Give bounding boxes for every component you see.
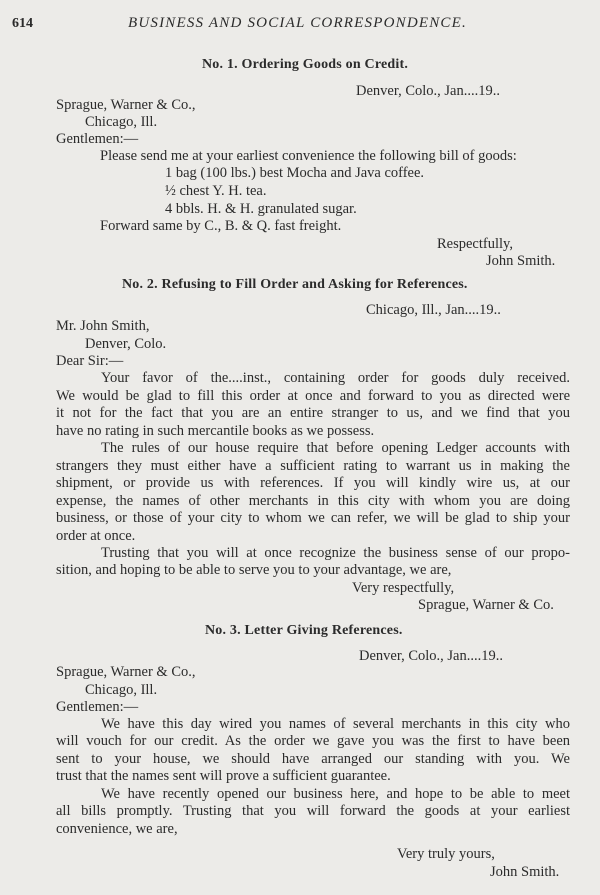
dateline: Chicago, Ill., Jan....19.. [366, 302, 501, 318]
salutation: Gentlemen:— [56, 699, 139, 715]
body-line: We would be glad to fill this order at once and forward to you as directed were [56, 388, 570, 404]
body-line: We have this day wired you names of several merchants in this city who [101, 716, 570, 732]
addressee-line: Chicago, Ill. [85, 682, 158, 698]
body-line: sent to your house, we should have arranged our standing with you. We [56, 751, 570, 767]
body-line: trust that the names sent will prove a sufficient guarantee. [56, 768, 391, 784]
complimentary-close: Very respectfully, [352, 580, 455, 596]
body-line: Please send me at your earliest convenience the following bill of goods: [100, 148, 517, 164]
addressee-line: Chicago, Ill. [85, 114, 158, 130]
complimentary-close: Respectfully, [437, 236, 513, 252]
letter-heading: No. 2. Refusing to Fill Order and Asking for References. [122, 277, 468, 292]
dateline: Denver, Colo., Jan....19.. [356, 83, 500, 99]
body-line: strangers they must either have a sufficient rating to warrant us in making the [56, 458, 570, 474]
body-line: Trusting that you will at once recognize the business sense of our propo- [101, 545, 570, 561]
body-line: business, or those of your city to whom we can refer, we will be glad to ship your [56, 510, 570, 526]
order-item: 1 bag (100 lbs.) best Mocha and Java coffee. [165, 165, 425, 181]
letter-heading: No. 1. Ordering Goods on Credit. [202, 57, 409, 72]
body-line: We have recently opened our business here, and hope to be able to meet [101, 786, 570, 802]
dateline: Denver, Colo., Jan....19.. [359, 648, 503, 664]
order-item: ½ chest Y. H. tea. [165, 183, 267, 199]
addressee-line: Mr. John Smith, [56, 318, 150, 334]
body-line: all bills promptly. Trusting that you will forward the goods at your earliest [56, 803, 570, 819]
complimentary-close: Very truly yours, [397, 846, 495, 862]
signature: John Smith. [490, 864, 560, 880]
body-line: Your favor of the....inst., containing order for goods duly received. [101, 370, 570, 386]
letter-heading: No. 3. Letter Giving References. [205, 623, 403, 638]
addressee-line: Sprague, Warner & Co., [56, 97, 196, 113]
body-line: have no rating in such mercantile books as we possess. [56, 423, 375, 439]
page-number: 614 [12, 16, 33, 31]
signature: Sprague, Warner & Co. [418, 597, 554, 613]
signature: John Smith. [486, 253, 556, 269]
salutation: Dear Sir:— [56, 353, 124, 369]
body-line: expense, the names of other merchants in this city with whom you are doing [56, 493, 570, 509]
salutation: Gentlemen:— [56, 131, 139, 147]
body-line: will vouch for our credit. As the order we gave you was the first to have been [56, 733, 570, 749]
body-line: order at once. [56, 528, 136, 544]
addressee-line: Sprague, Warner & Co., [56, 664, 196, 680]
running-head: BUSINESS AND SOCIAL CORRESPONDENCE. [128, 15, 467, 31]
body-line: convenience, we are, [56, 821, 178, 837]
body-line: sition, and hoping to be able to serve you to your advantage, we are, [56, 562, 452, 578]
body-line: Forward same by C., B. & Q. fast freight. [100, 218, 342, 234]
order-item: 4 bbls. H. & H. granulated sugar. [165, 201, 357, 217]
body-line: shipment, or provide us with references. If you will kindly wire us, at our [56, 475, 570, 491]
body-line: The rules of our house require that before opening Ledger accounts with [101, 440, 570, 456]
body-line: it not for the fact that you are an entire stranger to us, and we find that you [56, 405, 570, 421]
addressee-line: Denver, Colo. [85, 336, 167, 352]
